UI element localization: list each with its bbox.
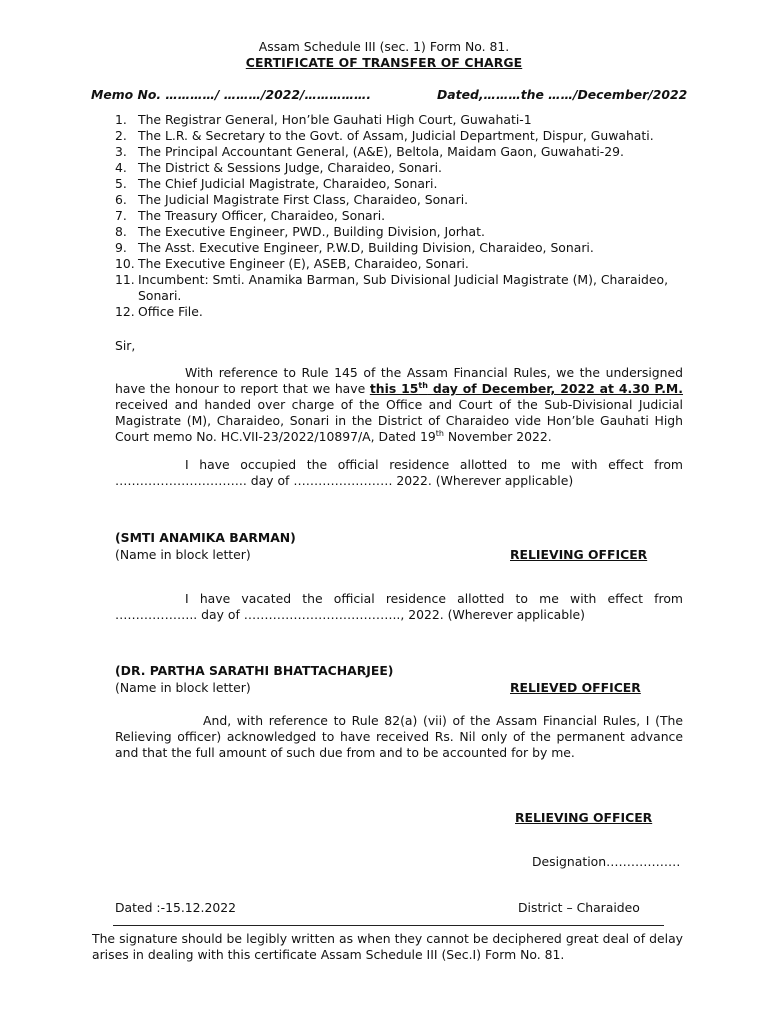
- list-item: 12. Office File.: [115, 304, 203, 319]
- block-letter-note: (Name in block letter): [115, 680, 251, 695]
- form-number: Assam Schedule III (sec. 1) Form No. 81.: [258, 39, 510, 54]
- signoff-date: Dated :-15.12.2022: [115, 900, 237, 915]
- list-item: 1. The Registrar General, Hon’ble Gauhati High Court, Guwahati-1: [115, 112, 532, 127]
- list-item: 11. Incumbent: Smti. Anamika Barman, Sub Divisional Judicial Magistrate (M), Charaideo, Sonari.: [115, 272, 669, 303]
- designation-field: Designation………………: [532, 854, 681, 869]
- list-item: 6. The Judicial Magistrate First Class, Charaideo, Sonari.: [115, 192, 469, 207]
- document-title: CERTIFICATE OF TRANSFER OF CHARGE: [245, 55, 523, 70]
- recipient-list: [115, 112, 695, 320]
- memo-number: Memo No. …………/ ………/2022/…………….: [91, 87, 372, 102]
- list-item: 7. The Treasury Officer, Charaideo, Sonari.: [115, 208, 386, 223]
- permanent-advance-paragraph: And, with reference to Rule 82(a) (vii) of the Assam Financial Rules, I (The Relieving officer) acknowledged to have received Rs. Nil only of the permanent advance and that the full amount of such due from and to be accounted for by me.: [115, 713, 683, 760]
- list-item: 3. The Principal Accountant General, (A&E), Beltola, Maidam Gaon, Guwahati-29.: [115, 144, 624, 159]
- residence-vacated-paragraph: I have vacated the official residence allotted to me with effect from ……………….. day of ……………………………….., 2022. (Wherever applicable): [115, 591, 683, 622]
- relieved-officer-name: (DR. PARTHA SARATHI BHATTACHARJEE): [115, 663, 394, 678]
- block-letter-note: (Name in block letter): [115, 547, 251, 562]
- relieving-officer-label: RELIEVING OFFICER: [510, 547, 648, 562]
- memo-date: Dated,………the ……/December/2022: [437, 87, 688, 102]
- list-item: 8. The Executive Engineer, PWD., Building Division, Jorhat.: [115, 224, 485, 239]
- list-item: 4. The District & Sessions Judge, Charaideo, Sonari.: [115, 160, 442, 175]
- relieving-officer-name: (SMTI ANAMIKA BARMAN): [115, 530, 296, 545]
- relieved-officer-label: RELIEVED OFFICER: [510, 680, 641, 695]
- list-item: 10. The Executive Engineer (E), ASEB, Charaideo, Sonari.: [115, 256, 469, 271]
- signoff-role-label: RELIEVING OFFICER: [515, 810, 653, 825]
- charge-report-paragraph: With reference to Rule 145 of the Assam Financial Rules, we the undersigned have the honour to report that we have this 15th day of December, 2022 at 4.30 P.M. received and handed over charge of the Office and Court of the Sub-Divisional Judicial Magistrate (M), Charaideo, Sonari in the District of Charaideo vide Hon’ble Gauhati High Court memo No. HC.VII-23/2022/10897/A, Dated 19th November 2022.: [115, 365, 683, 444]
- divider: [113, 925, 664, 926]
- list-item: 5. The Chief Judicial Magistrate, Charaideo, Sonari.: [115, 176, 438, 191]
- signature-footnote: The signature should be legibly written as when they cannot be deciphered great deal of delay arises in dealing with this certificate Assam Schedule III (Sec.I) Form No. 81.: [92, 931, 683, 962]
- district-label: District – Charaideo: [518, 900, 640, 915]
- residence-occupied-paragraph: I have occupied the official residence allotted to me with effect from ………………………….. day of …………………… 2022. (Wherever applicable): [115, 457, 683, 488]
- list-item: 2. The L.R. & Secretary to the Govt. of Assam, Judicial Department, Dispur, Guwahati.: [115, 128, 654, 143]
- charge-date-time: this 15th day of December, 2022 at 4.30 P.M.: [369, 380, 683, 396]
- salutation: Sir,: [115, 338, 136, 353]
- list-item: 9. The Asst. Executive Engineer, P.W.D, Building Division, Charaideo, Sonari.: [115, 240, 594, 255]
